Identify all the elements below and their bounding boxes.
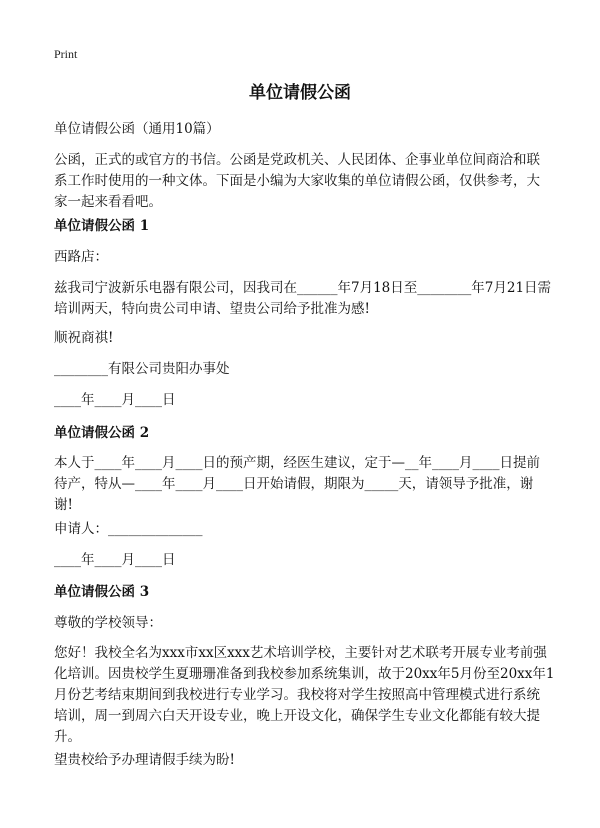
- section2-body-line: 谢!: [54, 497, 73, 513]
- intro-paragraph: [54, 150, 554, 213]
- section3-body: [54, 643, 554, 748]
- page-title: 单位请假公函: [249, 83, 351, 103]
- section1-closing: 顺祝商祺!: [54, 330, 114, 346]
- print-link[interactable]: Print: [54, 47, 78, 61]
- section3-heading: 单位请假公函 3: [54, 584, 150, 600]
- section3-body-line: 升。: [54, 729, 81, 745]
- intro-line: 系工作时使用的一种文体。下面是小编为大家收集的单位请假公函，仅供参考，大: [54, 173, 540, 189]
- intro-line: 公函，正式的或官方的书信。公函是党政机关、人民团体、企事业单位间商洽和联: [54, 152, 540, 168]
- section1-body-line: 培训两天，特向贵公司申请、望贵公司给予批准为感!: [54, 301, 370, 317]
- section3-body-line: 化培训。因贵校学生夏珊珊准备到我校参加系统集训，故于20xx年5月份至20xx年1: [54, 666, 555, 682]
- section2-heading: 单位请假公函 2: [54, 425, 150, 441]
- section1-addressee: 西路店：: [54, 249, 108, 265]
- section3-addressee: 尊敬的学校领导：: [54, 615, 162, 631]
- section1-body: [54, 278, 554, 320]
- section3-body-line: 您好！我校全名为xxx市xx区xxx艺术培训学校，主要针对艺术联考开展专业考前强: [54, 645, 547, 661]
- intro-line: 家一起来看看吧。: [54, 194, 162, 210]
- section2-applicant: 申请人：______________: [54, 521, 203, 537]
- section2-date: ____年____月____日: [54, 552, 176, 568]
- section1-heading: 单位请假公函 1: [54, 218, 150, 234]
- section1-date: ____年____月____日: [54, 392, 176, 408]
- section1-body-line: 兹我司宁波新乐电器有限公司，因我司在______年7月18日至________年7月21日需: [54, 280, 552, 296]
- section2-body: [54, 453, 554, 516]
- subtitle: 单位请假公函（通用10篇）: [54, 121, 220, 137]
- section3-body-line: 培训，周一到周六白天开设专业，晚上开设文化，确保学生专业文化都能有较大提: [54, 708, 540, 724]
- section3-closing: 望贵校给予办理请假手续为盼!: [54, 752, 235, 768]
- section1-signer: ________有限公司贵阳办事处: [54, 361, 230, 377]
- section2-body-line: 待产，特从—____年____月____日开始请假，期限为_____天，请领导予批准，谢: [54, 476, 534, 492]
- section3-body-line: 月份艺考结束期间到我校进行专业学习。我校将对学生按照高中管理模式进行系统: [54, 687, 540, 703]
- section2-body-line: 本人于____年____月____日的预产期，经医生建议，定于—__年____月____日提前: [54, 455, 540, 471]
